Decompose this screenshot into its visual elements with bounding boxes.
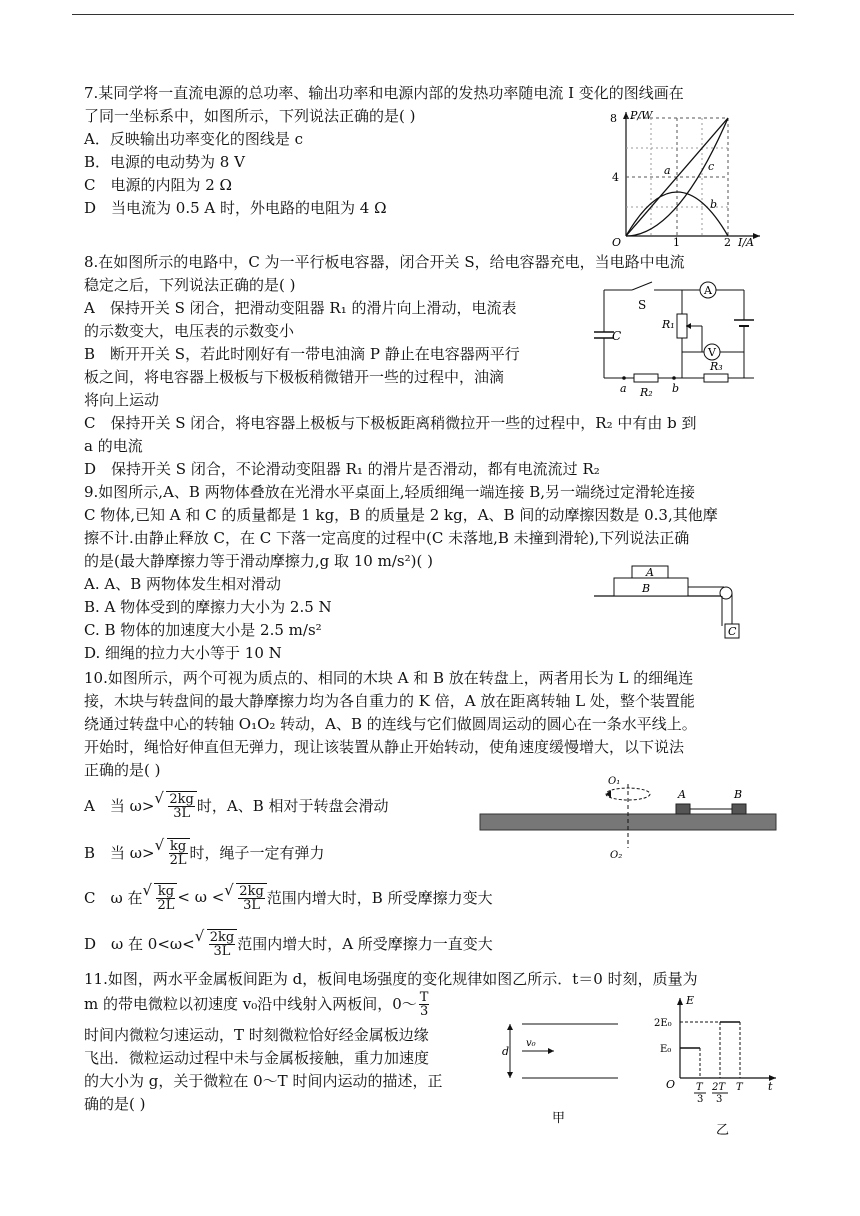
q8-stem-line-2: 稳定之后，下列说法正确的是( ) [84,276,296,294]
q8-r3-label: R₃ [710,360,723,373]
sqrt-symbol: √ $\frac{kg}{2L}$ [142,883,177,912]
q10-block-a: A [678,788,686,801]
q7-y-tick-8: 8 [610,112,617,125]
q10-option-a [84,782,389,828]
q11-stem-line-5: 的大小为 g，关于微粒在 0～T 时间内运动的描述，正 [84,1072,443,1090]
q11-origin: O [666,1078,676,1091]
q8-circuit-diagram [594,280,764,400]
q7-curve-a-label: a [664,164,671,177]
q11-stem-line-2-text: m 的带电微粒以初速度 v₀沿中线射入两板间，0～ [84,995,417,1013]
sqrt-symbol: √ $\frac{2kg}{3L}$ [154,791,196,820]
q11-e-axis-label: E [686,994,695,1007]
sqrt-symbol: √ $\frac{2kg}{3L}$ [195,929,237,958]
q11-t-tick-3: T [736,1082,743,1093]
q10-d-denominator: 3L [213,943,231,959]
sqrt-symbol: √ $\frac{kg}{2L}$ [155,838,190,867]
q11-caption-yi: 乙 [716,1123,730,1138]
q8-option-c-line-2: a 的电流 [84,437,143,455]
q7-stem-line-2: 了同一坐标系中，如图所示，下列说法正确的是( ) [84,107,416,125]
q7-x-tick-1: 1 [673,236,680,248]
q7-curve-b-label: b [710,198,718,211]
q10-b-prefix: B 当 ω> [84,843,155,862]
q8-option-b-line-2: 板之间，将电容器上极板与下极板稍微错开一些的过程中，油滴 [84,368,505,386]
q10-a-prefix: A 当 ω> [84,796,155,815]
q9-stem-line-1: 9.如图所示,A、B 两物体叠放在光滑水平桌面上,轻质细绳一端连接 B,另一端绕过定滑轮连接 [84,483,696,501]
q11-caption-jia: 甲 [552,1111,566,1126]
q7-option-c: C 电源的内阻为 2 Ω [84,176,232,194]
q7-origin: O [612,236,622,248]
q11-stem-line-1: 11.如图，两水平金属板间距为 d，板间电场强度的变化规律如图乙所示．t＝0 时刻，质量为 [84,970,698,988]
q10-d-numerator: 2kg [209,929,235,945]
q7-option-b: B．电源的电动势为 8 V [84,153,245,171]
q10-c-numerator-1: kg [157,883,175,899]
q11-t-tick-1-den: 3 [697,1094,704,1105]
q10-a-numerator: 2kg [169,791,194,807]
q9-option-c: C. B 物体的加速度大小是 2.5 m/s² [84,621,322,639]
q10-option-d [84,920,493,966]
q8-node-a: a [620,382,627,395]
q11-plates-diagram-jia [496,1010,626,1130]
q7-x-axis-label: I/A [738,236,754,248]
q10-d-suffix: 范围内增大时，A 所受摩擦力一直变大 [237,934,493,953]
q10-b-numerator: kg [169,838,187,854]
q10-c-numerator-2: 2kg [239,883,264,899]
q11-frac-numerator: T [419,990,429,1005]
q8-capacitor-label: C [612,329,622,343]
q10-c-middle: < ω < [177,888,225,906]
q9-stem-line-2: C 物体,已知 A 和 C 的质量都是 1 kg，B 的质量是 2 kg，A、B 间的动摩擦因数是 0.3,其他摩 [84,506,718,524]
q8-switch-label: S [638,298,647,312]
q8-option-b-line-1: B 断开开关 S，若此时刚好有一带电油滴 P 静止在电容器两平行 [84,345,520,363]
q11-fraction [419,991,430,1018]
q7-y-tick-4: 4 [612,171,619,184]
q8-stem-line-1: 8.在如图所示的电路中，C 为一平行板电容器，闭合开关 S，给电容器充电，当电路中电流 [84,253,685,271]
q8-option-b-line-3: 将向上运动 [84,391,160,409]
q7-power-current-graph [600,108,770,248]
q10-block-b: B [734,788,743,801]
q10-axis-o2: O₂ [610,850,623,861]
q10-stem-line-3: 绕通过转盘中心的转轴 O₁O₂ 转动，A、B 的连线与它们做圆周运动的圆心在一条水平线上。 [84,715,697,733]
q10-option-b [84,829,325,875]
q10-a-denominator: 3L [173,805,191,821]
q7-stem-line-1: 7.某同学将一直流电源的总功率、输出功率和电源内部的发热功率随电流 I 变化的图线画在 [84,84,684,102]
q10-stem-line-2: 接，木块与转盘间的最大静摩擦力均为各自重力的 K 倍，A 放在距离转轴 L 处，整个装置能 [84,692,695,710]
q9-block-a: A [646,566,654,579]
q11-frac-denominator: 3 [419,1004,429,1019]
q10-option-c [84,874,493,920]
q10-b-suffix: 时，绳子一定有弹力 [189,843,325,862]
sqrt-symbol: √ $\frac{2kg}{3L}$ [224,883,266,912]
q11-initial-velocity: v₀ [526,1038,536,1049]
q11-e-tick-e0: E₀ [660,1044,672,1055]
q11-t-tick-1-num: T [696,1082,703,1093]
q8-option-a-line-2: 的示数变大，电压表的示数变小 [84,322,295,340]
question-10 [84,667,697,782]
q8-ammeter-label: A [704,284,712,297]
q10-c-prefix: C ω 在 [84,888,143,907]
q10-a-suffix: 时，A、B 相对于转盘会滑动 [196,796,389,815]
q7-option-d: D 当电流为 0.5 A 时，外电路的电阻为 4 Ω [84,199,387,217]
q8-option-d: D 保持开关 S 闭合，不论滑动变阻器 R₁ 的滑片是否滑动，都有电流流过 R₂ [84,460,600,478]
q11-field-graph-yi [650,992,780,1138]
q10-axis-o1: O₁ [608,776,621,787]
q10-c-denominator-1: 2L [157,897,175,913]
q9-block-c: C [728,625,737,638]
q9-option-a: A. A、B 两物体发生相对滑动 [84,575,281,593]
q7-y-axis-label: P/W [630,109,653,122]
q10-b-denominator: 2L [169,852,187,868]
q11-t-tick-2-den: 3 [716,1094,723,1105]
q9-stem-line-3: 擦不计.由静止释放 C，在 C 下落一定高度的过程中(C 未落地,B 未撞到滑轮),下列说法正确 [84,529,690,547]
header-rule [72,14,794,15]
q10-c-denominator-2: 3L [243,897,260,913]
q9-pulley-diagram [594,562,754,644]
q10-stem-line-5: 正确的是( ) [84,761,161,779]
q11-stem-line-6: 确的是( ) [84,1095,146,1113]
q8-r1-label: R₁ [662,318,675,331]
q8-option-a-line-1: A 保持开关 S 闭合，把滑动变阻器 R₁ 的滑片向上滑动，电流表 [84,299,517,317]
q11-stem-line-4: 飞出．微粒运动过程中未与金属板接触，重力加速度 [84,1049,430,1067]
q10-stem-line-1: 10.如图所示，两个可视为质点的、相同的木块 A 和 B 放在转盘上，两者用长为 L 的细绳连 [84,669,694,687]
q9-option-b: B. A 物体受到的摩擦力大小为 2.5 N [84,598,332,616]
q7-curve-c-label: c [708,160,715,173]
q7-option-a: A．反映输出功率变化的图线是 c [84,130,304,148]
q10-d-prefix: D ω 在 0<ω< [84,934,195,953]
q11-t-axis-label: t [768,1080,773,1093]
q8-node-b: b [672,382,680,395]
q9-stem-line-4: 的是(最大静摩擦力等于滑动摩擦力,g 取 10 m/s²)( ) [84,552,433,570]
q11-t-tick-2-num: 2T [712,1082,726,1093]
q10-turntable-diagram [478,772,778,864]
q10-c-suffix: 范围内增大时，B 所受摩擦力变大 [266,888,493,907]
q7-x-tick-2: 2 [724,236,731,248]
q9-option-d: D. 细绳的拉力大小等于 10 N [84,644,282,662]
q11-plate-distance-d: d [502,1045,510,1058]
q10-stem-line-4: 开始时，绳恰好伸直但无弹力，现让该装置从静止开始转动，使角速度缓慢增大，以下说法 [84,738,685,756]
question-7 [84,82,684,220]
q9-block-b: B [642,582,651,595]
q11-stem-line-3: 时间内微粒匀速运动，T 时刻微粒恰好经金属板边缘 [84,1026,429,1044]
q8-voltmeter-label: V [708,346,716,359]
q8-r2-label: R₂ [640,386,653,399]
q11-e-tick-2e0: 2E₀ [654,1018,672,1029]
q8-option-c-line-1: C 保持开关 S 闭合，将电容器上极板与下极板距离稍微拉开一些的过程中，R₂ 中有由 b 到 [84,414,697,432]
